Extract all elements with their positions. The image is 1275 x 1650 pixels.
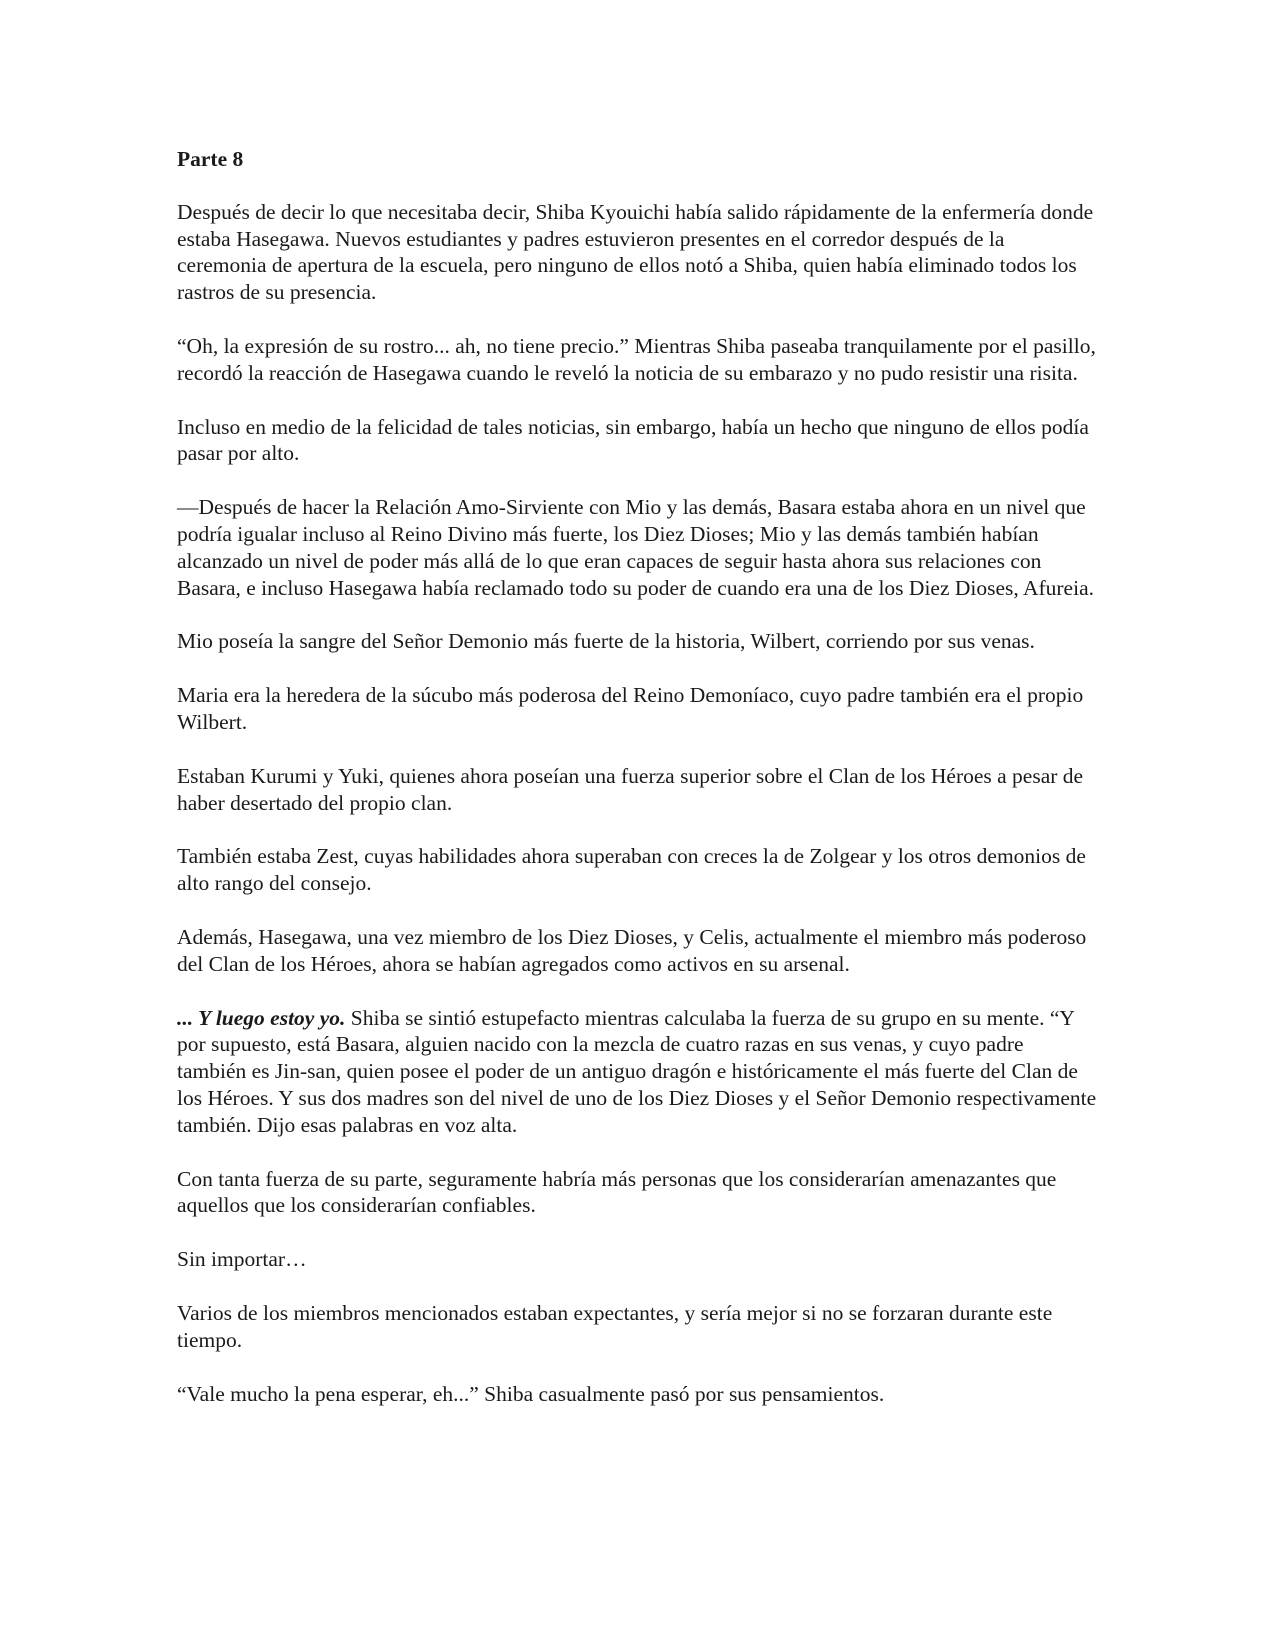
paragraph-12: Sin importar… [177,1247,307,1272]
paragraph-1: Después de decir lo que necesitaba decir, Shiba Kyouichi había salido rápidamente de la enfermería donde estaba Hasegawa. Nuevos estudiantes y padres estuvieron presentes en el corredor después de la ceremonia de apertura de la escuela, pero ninguno de ellos notó a Shiba, quien había eliminado todos los rastros de su presencia. [177,199,1094,305]
paragraph-14: “Vale mucho la pena esperar, eh...” Shiba casualmente pasó por sus pensamientos. [177,1381,885,1406]
paragraph-3: Incluso en medio de la felicidad de tales noticias, sin embargo, había un hecho que ninguno de ellos podía pasar por alto. [177,414,1089,466]
document-page [177,146,1097,1434]
paragraph-10-emphasis: ... Y luego estoy yo. [177,1005,346,1030]
page-title: Parte 8 [177,147,244,171]
paragraph-8: También estaba Zest, cuyas habilidades ahora superaban con creces la de Zolgear y los otros demonios de alto rango del consejo. [177,844,1086,896]
paragraph-5: Mio poseía la sangre del Señor Demonio más fuerte de la historia, Wilbert, corriendo por sus venas. [177,629,1035,654]
paragraph-7: Estaban Kurumi y Yuki, quienes ahora poseían una fuerza superior sobre el Clan de los Héroes a pesar de haber desertado del propio clan. [177,763,1084,815]
paragraph-9: Además, Hasegawa, una vez miembro de los Diez Dioses, y Celis, actualmente el miembro más poderoso del Clan de los Héroes, ahora se habían agregados como activos en su arsenal. [177,924,1087,976]
paragraph-4: —Después de hacer la Relación Amo-Sirviente con Mio y las demás, Basara estaba ahora en un nivel que podría igualar incluso al Reino Divino más fuerte, los Diez Dioses; Mio y las demás también habían alcanzado un nivel de poder más allá de lo que eran capaces de seguir hasta ahora sus relaciones con Basara, e incluso Hasegawa había reclamado todo su poder de cuando era una de los Diez Dioses, Afureia. [177,495,1094,600]
paragraph-10-text: Shiba se sintió estupefacto mientras calculaba la fuerza de su grupo en su mente. “Y por supuesto, está Basara, alguien nacido con la mezcla de cuatro razas en sus venas, y cuyo padre también es Jin-san, quien posee el poder de un antiguo dragón e históricamente el más fuerte del Clan de los Héroes. Y sus dos madres son del nivel de uno de los Diez Dioses y el Señor Demonio respectivamente también. Dijo esas palabras en voz alta. [177,1005,1097,1137]
paragraph-10 [177,1005,1097,1139]
paragraph-13: Varios de los miembros mencionados estaban expectantes, y sería mejor si no se forzaran durante este tiempo. [177,1300,1053,1352]
paragraph-11: Con tanta fuerza de su parte, seguramente habría más personas que los considerarían amenazantes que aquellos que los considerarían confiables. [177,1166,1057,1218]
paragraph-2: “Oh, la expresión de su rostro... ah, no tiene precio.” Mientras Shiba paseaba tranquilamente por el pasillo, recordó la reacción de Hasegawa cuando le reveló la noticia de su embarazo y no pudo resistir una risita. [177,333,1096,385]
paragraph-6: Maria era la heredera de la súcubo más poderosa del Reino Demoníaco, cuyo padre también era el propio Wilbert. [177,683,1084,734]
